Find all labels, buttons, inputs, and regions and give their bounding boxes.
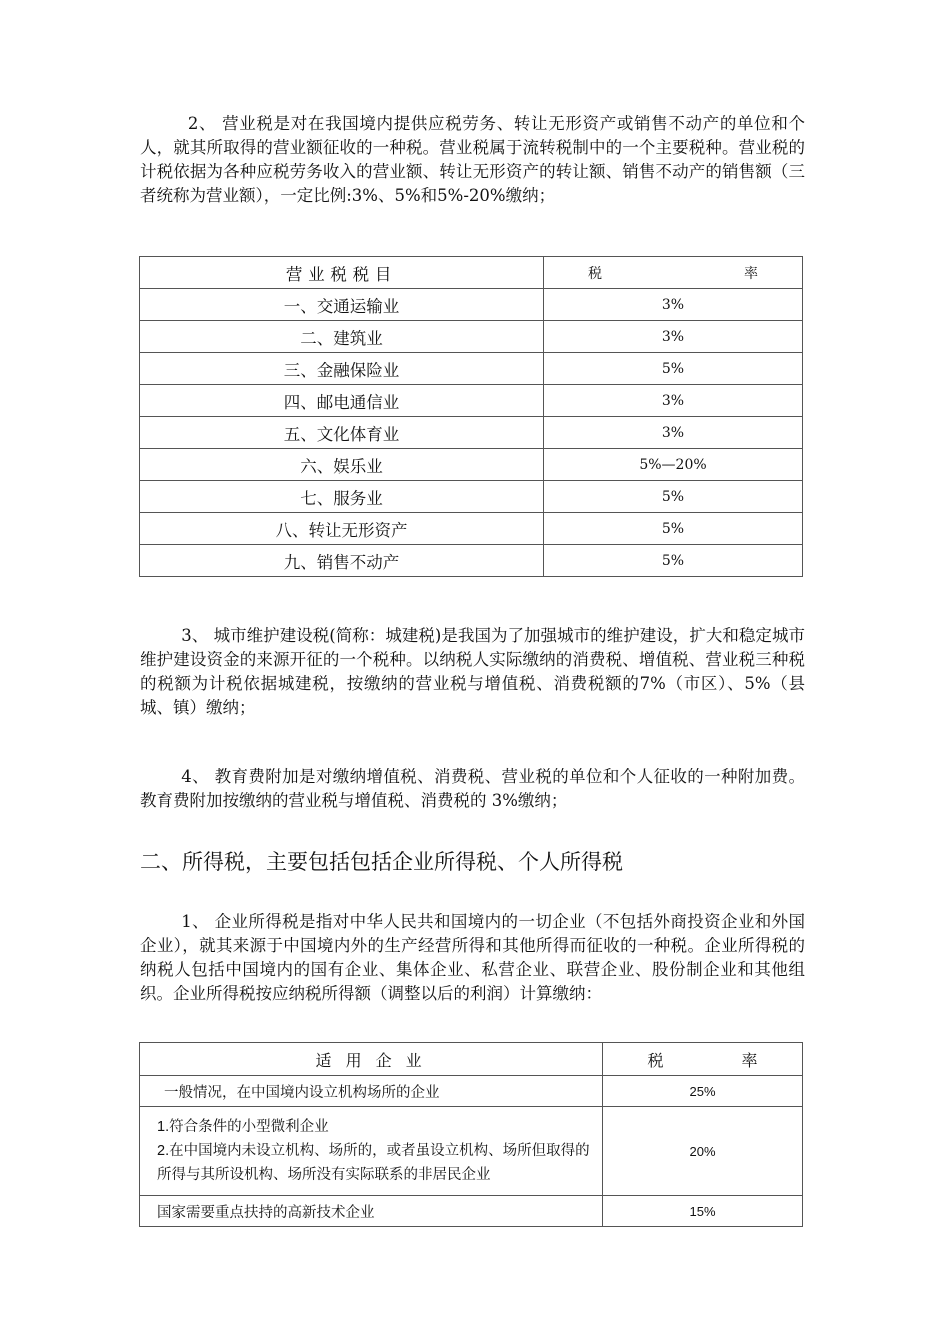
- enterprise-type: 国家需要重点扶持的高新技术企业: [140, 1196, 603, 1227]
- paragraph-urban-construction-tax: 3、 城市维护建设税(简称：城建税)是我国为了加强城市的维护建设，扩大和稳定城市维护建设资金的来源开征的一个税种。以纳税人实际缴纳的消费税、增值税、营业税三种税的税额为计税依据城建税，按缴纳的营业税与增值税、消费税额的7%（市区）、5%（县城、镇）缴纳；: [140, 626, 805, 717]
- tax-rate: 3%: [544, 417, 803, 449]
- table-row: [140, 449, 803, 481]
- table-header-row: [140, 1043, 803, 1076]
- tax-rate: 5%: [544, 513, 803, 545]
- tax-rate: 3%: [544, 289, 803, 321]
- business-tax-rate-table: [139, 256, 803, 577]
- enterprise-type-line-1: 1.符合条件的小型微利企业: [157, 1119, 329, 1135]
- enterprise-type: [140, 1107, 603, 1196]
- header-rate-char-2: 率: [744, 265, 758, 282]
- header-rate-char-2: 率: [741, 1052, 758, 1070]
- paragraph-business-tax: 2、 营业税是对在我国境内提供应税劳务、转让无形资产或销售不动产的单位和个人，就其所取得的营业额征收的一种税。营业税属于流转税制中的一个主要税种。营业税的计税依据为各种应税劳务收入的营业额、转让无形资产的转让额、销售不动产的销售额（三者统称为营业额），一定比例:3%、5%和5%-20%缴纳；: [140, 114, 805, 205]
- table-row: [140, 385, 803, 417]
- enterprise-type-line-2: 2.在中国境内未设立机构、场所的，或者虽设立机构、场所但取得的所得与其所设机构、场所没有实际联系的非居民企业: [157, 1143, 590, 1183]
- tax-rate: 15%: [603, 1196, 803, 1227]
- table-row: [140, 321, 803, 353]
- tax-rate: 5%—20%: [544, 449, 803, 481]
- table-row: [140, 289, 803, 321]
- table-header-row: [140, 257, 803, 289]
- tax-rate: 3%: [544, 321, 803, 353]
- table-row: [140, 545, 803, 577]
- tax-item: 七、服务业: [140, 481, 544, 513]
- header-applicable-enterprise: 适 用 企 业: [140, 1043, 603, 1076]
- table-row: [140, 513, 803, 545]
- tax-rate: 5%: [544, 353, 803, 385]
- header-rate-char-1: 税: [647, 1052, 664, 1070]
- header-tax-rate: [544, 257, 803, 289]
- paragraph-education-surcharge: 4、 教育费附加是对缴纳增值税、消费税、营业税的单位和个人征收的一种附加费。教育费附加按缴纳的营业税与增值税、消费税的 3%缴纳；: [140, 767, 805, 810]
- enterprise-type: 一般情况，在中国境内设立机构场所的企业: [140, 1076, 603, 1107]
- table-row: [140, 353, 803, 385]
- tax-item: 六、娱乐业: [140, 449, 544, 481]
- table-row: [140, 1076, 803, 1107]
- tax-rate: 5%: [544, 545, 803, 577]
- header-tax-rate: [603, 1043, 803, 1076]
- table-row: [140, 1107, 803, 1196]
- header-tax-item: 营业税税目: [140, 257, 544, 289]
- tax-rate: 25%: [603, 1076, 803, 1107]
- tax-item: 九、销售不动产: [140, 545, 544, 577]
- tax-rate: 3%: [544, 385, 803, 417]
- section-heading-income-tax: 二、所得税，主要包括包括企业所得税、个人所得税: [140, 850, 623, 874]
- tax-rate: 5%: [544, 481, 803, 513]
- table-row: [140, 481, 803, 513]
- table-row: [140, 417, 803, 449]
- tax-item: 三、金融保险业: [140, 353, 544, 385]
- tax-item: 五、文化体育业: [140, 417, 544, 449]
- tax-item: 四、邮电通信业: [140, 385, 544, 417]
- tax-item: 八、转让无形资产: [140, 513, 544, 545]
- tax-item: 一、交通运输业: [140, 289, 544, 321]
- paragraph-enterprise-income-tax: 1、 企业所得税是指对中华人民共和国境内的一切企业（不包括外商投资企业和外国企业），就其来源于中国境内外的生产经营所得和其他所得而征收的一种税。企业所得税的纳税人包括中国境内的国有企业、集体企业、私营企业、联营企业、股份制企业和其他组织。企业所得税按应纳税所得额（调整以后的利润）计算缴纳：: [140, 912, 805, 1003]
- tax-rate: 20%: [603, 1107, 803, 1196]
- tax-item: 二、建筑业: [140, 321, 544, 353]
- table-row: [140, 1196, 803, 1227]
- header-rate-char-1: 税: [588, 265, 602, 282]
- income-tax-rate-table: [139, 1042, 803, 1227]
